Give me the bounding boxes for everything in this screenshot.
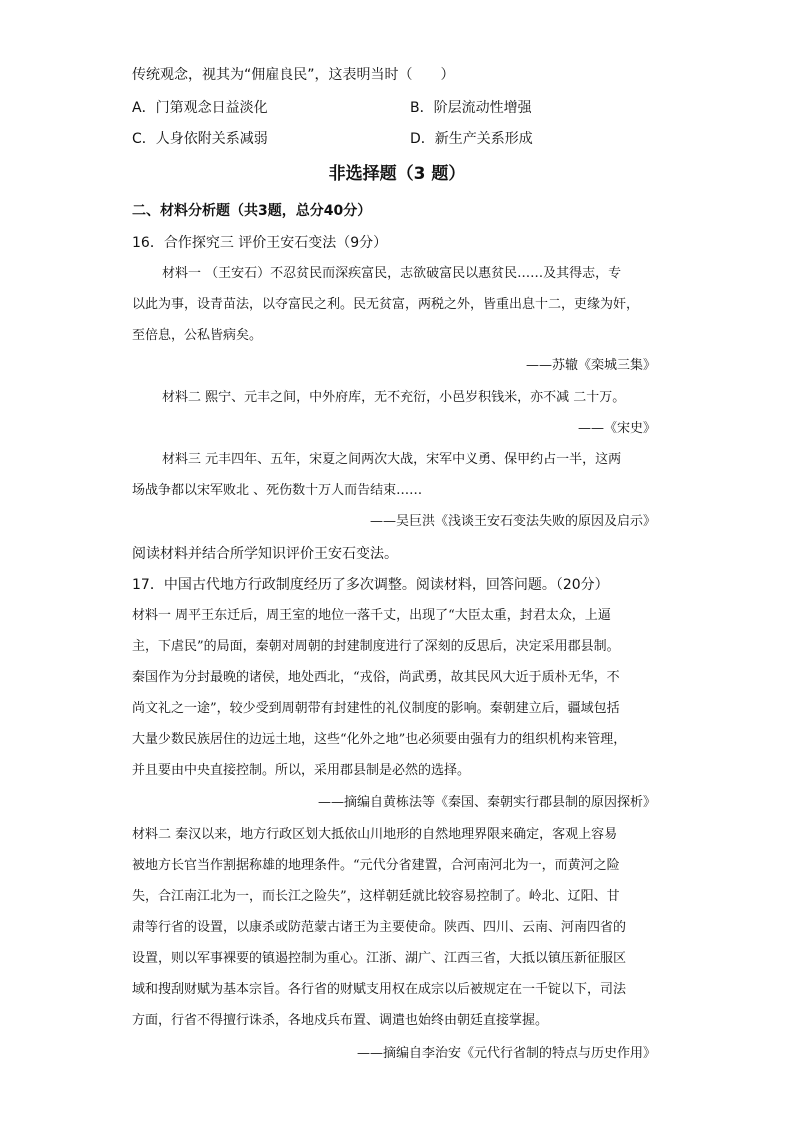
q17-material1-source: ——摘编自黄栋法等《秦国、秦朝实行郡县制的原因探析》 — [317, 795, 656, 810]
q16-material3-source: ——吴巨洪《浅谈王安石变法失败的原因及启示》 — [369, 514, 656, 529]
q16-title: 16．合作探究三 评价王安石变法（9分） — [132, 235, 388, 251]
q17-material2-line5: 设置，则以军事裸要的镇遏控制为重心。江浙、湖广、江西三省，大抵以镇压新征服区 — [132, 951, 627, 966]
q17-material1-line1: 材料一 周平王东迁后，周王室的地位一落千丈，出现了“大臣太重，封君太众，上逼 — [132, 608, 611, 623]
q17-material2-line3: 失，合江南江北为一，而长江之险失”，这样朝廷就比较容易控制了。岭北、辽阳、甘 — [132, 889, 620, 904]
q15-stem-tail: 传统观念，视其为“佣雇良民”，这表明当时（ ） — [132, 67, 455, 83]
q16-material2-source: ——《宋史》 — [577, 421, 656, 436]
q17-material2-source: ——摘编自李治安《元代行省制的特点与历史作用》 — [356, 1046, 656, 1061]
q15-option-d: D．新生产关系形成 — [410, 131, 533, 147]
q15-option-c: C．人身依附关系减弱 — [132, 131, 268, 147]
q16-material1-line2: 以此为事，设青苗法，以夺富民之利。民无贫富，两税之外，皆重出息十二，吏缘为奸， — [132, 297, 640, 312]
q17-material2-line6: 域和搜刮财赋为基本宗旨。各行省的财赋支用权在成宗以后被规定在一千锭以下，司法 — [132, 982, 627, 997]
part-title: 非选择题（3 题） — [328, 164, 466, 184]
q17-title: 17．中国古代地方行政制度经历了多次调整。阅读材料，回答问题。（20分） — [132, 577, 609, 593]
q15-option-b: B．阶层流动性增强 — [410, 100, 532, 116]
q16-material2: 材料二 熙宁、元丰之间，中外府库，无不充衍，小邑岁积钱米，亦不减 二十万。 — [162, 390, 626, 405]
q17-material1-line6: 并且要由中央直接控制。所以，采用郡县制是必然的选择。 — [132, 763, 471, 778]
q16-material3-line2: 场战争都以宋军败北 、死伤数十万人而告结束…… — [132, 483, 423, 498]
q15-option-a: A．门第观念日益淡化 — [132, 100, 268, 116]
q16-material3-line1: 材料三 元丰四年、五年，宋夏之间两次大战，宋军中义勇、保甲约占一半，这两 — [162, 452, 622, 467]
q16-task: 阅读材料并结合所学知识评价王安石变法。 — [132, 546, 398, 562]
q17-material2-line7: 方面，行省不得擅行诛杀，各地戍兵布置、调遣也始终由朝廷直接掌握。 — [132, 1013, 549, 1028]
section-heading: 二、材料分析题（共3题，总分40分） — [132, 203, 372, 219]
q17-material1-line3: 秦国作为分封最晚的诸侯，地处西北，“戎俗，尚武勇，故其民风大近于质朴无华，不 — [132, 670, 620, 685]
q17-material2-line4: 肃等行省的设置，以康杀或防范蒙古诸王为主要使命。陕西、四川、云南、河南四省的 — [132, 920, 627, 935]
q17-material1-line4: 尚文礼之一途”，较少受到周朝带有封建性的礼仪制度的影响。秦朝建立后，疆域包括 — [132, 701, 620, 716]
q16-material1-source: ——苏辙《栾城三集》 — [525, 358, 656, 373]
q17-material2-line2: 被地方长官当作割据称雄的地理条件。“元代分省建置，合河南河北为一，而黄河之险 — [132, 858, 620, 873]
q17-material1-line5: 大量少数民族居住的边远土地，这些“化外之地”也必须要由强有力的组织机构来管理， — [132, 732, 627, 747]
q17-material2-line1: 材料二 秦汉以来，地方行政区划大抵依山川地形的自然地理界限来确定，客观上容易 — [132, 827, 618, 842]
q17-material1-line2: 主，下虐民”的局面，秦朝对周朝的封建制度进行了深刻的反思后，决定采用郡县制。 — [132, 639, 620, 654]
q16-material1-line1: 材料一 （王安石）不忍贫民而深疾富民，志欲破富民以惠贫民……及其得志，专 — [162, 266, 622, 281]
q16-material1-line3: 至倍息，公私皆病矣。 — [132, 328, 263, 343]
